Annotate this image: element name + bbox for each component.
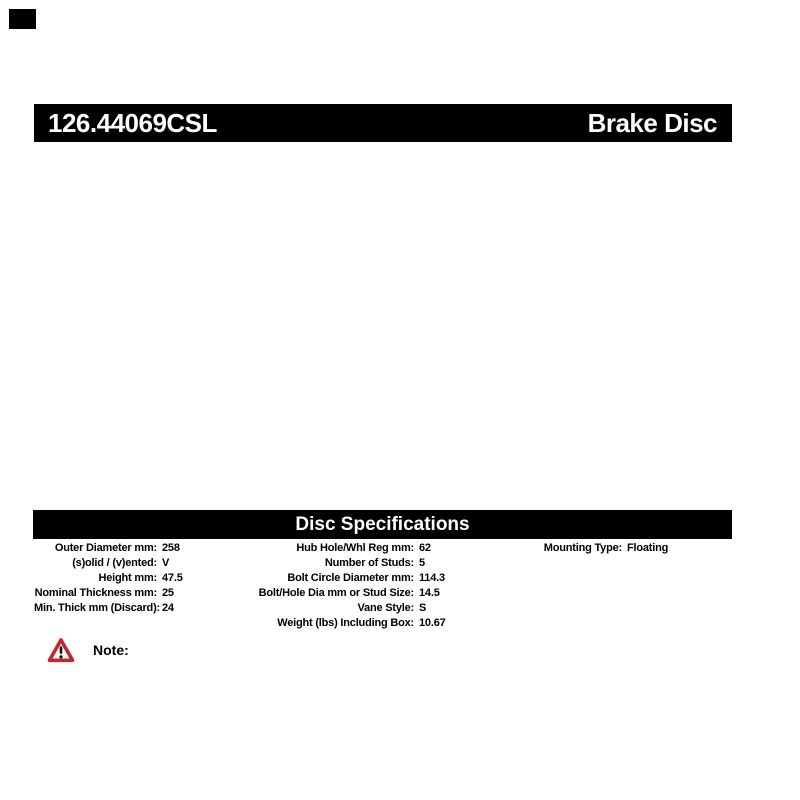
spec-value: 62: [419, 542, 431, 554]
spec-label: Number of Studs:: [324, 557, 414, 569]
spec-row: [478, 541, 668, 556]
spec-column-left: [34, 541, 183, 616]
spec-value: 258: [162, 542, 180, 554]
warning-triangle-icon: [47, 637, 75, 664]
spec-value: V: [162, 557, 170, 569]
corner-registration-mark: [9, 9, 36, 29]
spec-row: [248, 601, 446, 616]
spec-label: (s)olid / (v)ented:: [72, 557, 157, 569]
spec-row: [34, 601, 183, 616]
spec-row: [34, 541, 183, 556]
spec-row: [34, 586, 183, 601]
spec-label: Bolt/Hole Dia mm or Stud Size:: [258, 587, 414, 599]
note-section: [47, 637, 129, 664]
spec-row: [34, 571, 183, 586]
part-number: 126.44069CSL: [48, 107, 217, 138]
spec-value: 47.5: [162, 572, 183, 584]
note-label: Note:: [93, 642, 129, 658]
spec-column-right: [478, 541, 668, 556]
spec-label: Weight (lbs) Including Box:: [277, 617, 414, 629]
part-number-bar: [34, 104, 732, 142]
spec-value: 24: [162, 602, 174, 614]
spec-column-middle: [248, 541, 446, 631]
spec-label: Height mm:: [98, 572, 157, 584]
spec-label: Vane Style:: [357, 602, 414, 614]
product-image-area: [34, 150, 732, 502]
spec-row: [248, 571, 446, 586]
spec-row: [248, 586, 446, 601]
spec-section-title: Disc Specifications: [295, 513, 470, 535]
spec-value: 10.67: [419, 617, 446, 629]
spec-label: Nominal Thickness mm:: [34, 587, 157, 599]
spec-value: 5: [419, 557, 425, 569]
spec-value: 25: [162, 587, 174, 599]
spec-value: S: [419, 602, 427, 614]
spec-value: 14.5: [419, 587, 440, 599]
spec-row: [34, 556, 183, 571]
spec-row: [248, 616, 446, 631]
spec-value: 114.3: [419, 572, 445, 584]
spec-value: Floating: [627, 542, 669, 554]
spec-row: [248, 541, 446, 556]
spec-section-header: [33, 510, 732, 539]
spec-label: Outer Diameter mm:: [54, 542, 157, 554]
spec-label: Hub Hole/Whl Reg mm:: [296, 542, 414, 554]
spec-label: Bolt Circle Diameter mm:: [287, 572, 414, 584]
product-type: Brake Disc: [587, 107, 717, 138]
spec-label: Mounting Type:: [543, 542, 622, 554]
spec-label: Min. Thick mm (Discard):: [34, 602, 160, 614]
spec-row: [248, 556, 446, 571]
